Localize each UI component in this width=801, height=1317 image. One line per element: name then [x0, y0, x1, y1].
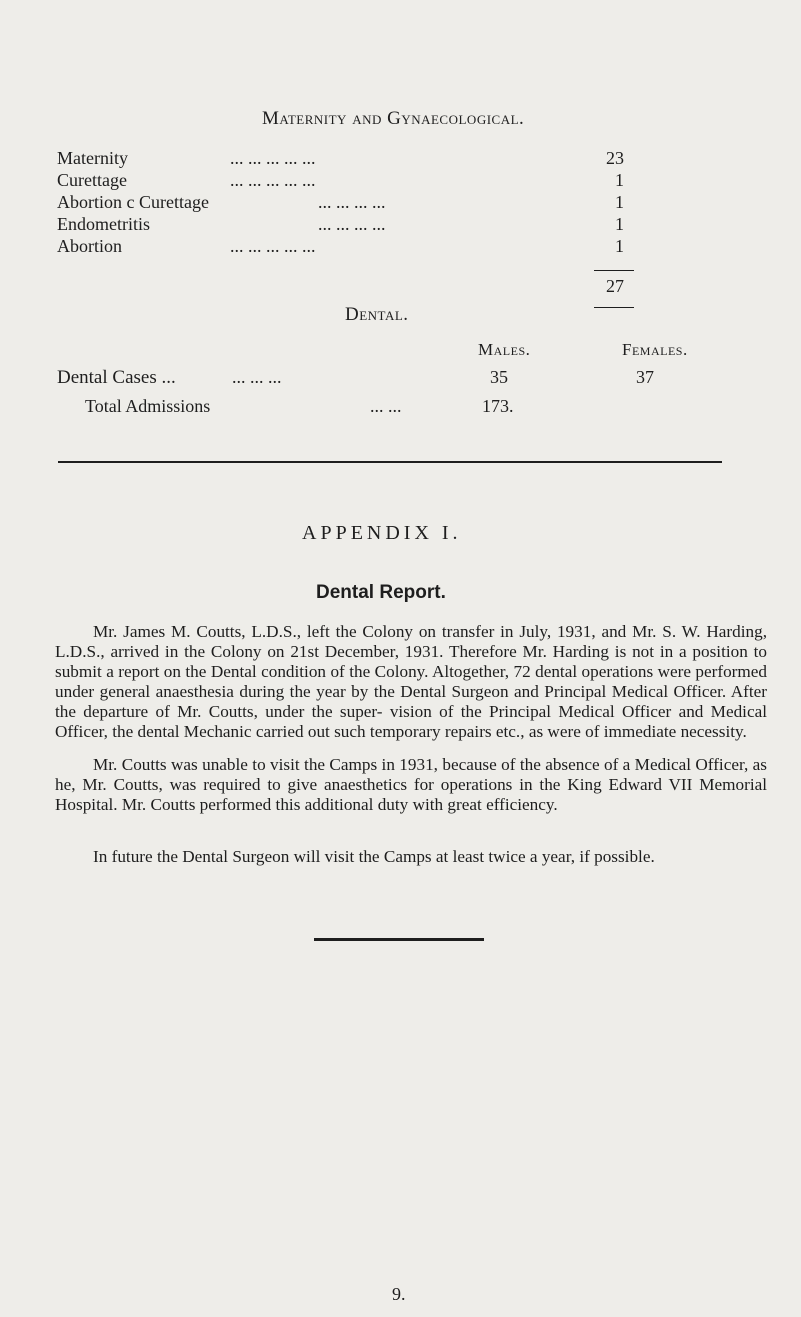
dental-section-title: Dental. [345, 304, 409, 325]
total-admissions-value: 173. [482, 396, 514, 416]
maternity-row-dots: ... ... ... ... ... [230, 148, 316, 168]
total-rule [594, 307, 634, 308]
total-admissions-dots: ... ... [370, 396, 402, 416]
paragraph-2 [55, 755, 767, 815]
dental-cases-dots: ... ... ... [232, 367, 282, 387]
endometritis-row-label: Endometritis [57, 214, 150, 234]
paragraph-3-text: In future the Dental Surgeon will visit the Camps at least twice a year, if possible. [93, 847, 655, 866]
subtotal-rule [594, 270, 634, 271]
section-divider [58, 461, 722, 463]
curettage-row-dots: ... ... ... ... ... [230, 170, 316, 190]
closing-rule [314, 938, 484, 941]
total-admissions-label: Total Admissions [85, 396, 211, 416]
appendix-heading: APPENDIX I. [302, 522, 462, 544]
endometritis-row-value: 1 [615, 214, 624, 234]
curettage-row-value: 1 [615, 170, 624, 190]
page-number: 9. [392, 1284, 406, 1304]
report-title: Dental Report. [316, 582, 446, 603]
paragraph-1-text: Mr. James M. Coutts, L.D.S., left the Colony on transfer in July, 1931, and Mr. S. W. Harding, L.D.S., arrived in the Colony on 21st December, 1931. Therefore Mr. Harding is not in a position to submit a report on the Dental condition of the Colony. Altogether, 72 dental operations were performed under general anaesthesia during the year by the Dental Surgeon and Principal Medical Officer. After the departure of Mr. Coutts, under the super- vision of the Principal Medical Officer and Medical Officer, the dental Mechanic carried out such temporary repairs etc., as were of immediate necessity. [55, 622, 767, 741]
abortion-row-dots: ... ... ... ... ... [230, 236, 316, 256]
females-header: Females. [622, 340, 688, 359]
dental-females-value: 37 [636, 367, 654, 387]
paragraph-3 [55, 847, 767, 867]
abortion-row-value: 1 [615, 236, 624, 256]
dental-males-value: 35 [490, 367, 508, 387]
maternity-section-title: Maternity and Gynaecological. [262, 108, 525, 129]
curettage-row-label: Curettage [57, 170, 127, 190]
abortion-curettage-row-value: 1 [615, 192, 624, 212]
paragraph-2-text: Mr. Coutts was unable to visit the Camps in 1931, because of the absence of a Medical Officer, as he, Mr. Coutts, was required to give anaesthetics for operations in the King Edward VII Memorial Hospital. Mr. Coutts performed this additional duty with great efficiency. [55, 755, 767, 814]
dental-cases-label: Dental Cases ... [57, 367, 176, 388]
paragraph-1 [55, 622, 767, 742]
abortion-curettage-row-dots: ... ... ... ... [318, 192, 386, 212]
maternity-row-value: 23 [606, 148, 624, 168]
males-header: Males. [478, 340, 531, 359]
maternity-total: 27 [606, 276, 624, 296]
abortion-curettage-row-label: Abortion c Curettage [57, 192, 209, 212]
maternity-row-label: Maternity [57, 148, 128, 168]
abortion-row-label: Abortion [57, 236, 122, 256]
endometritis-row-dots: ... ... ... ... [318, 214, 386, 234]
